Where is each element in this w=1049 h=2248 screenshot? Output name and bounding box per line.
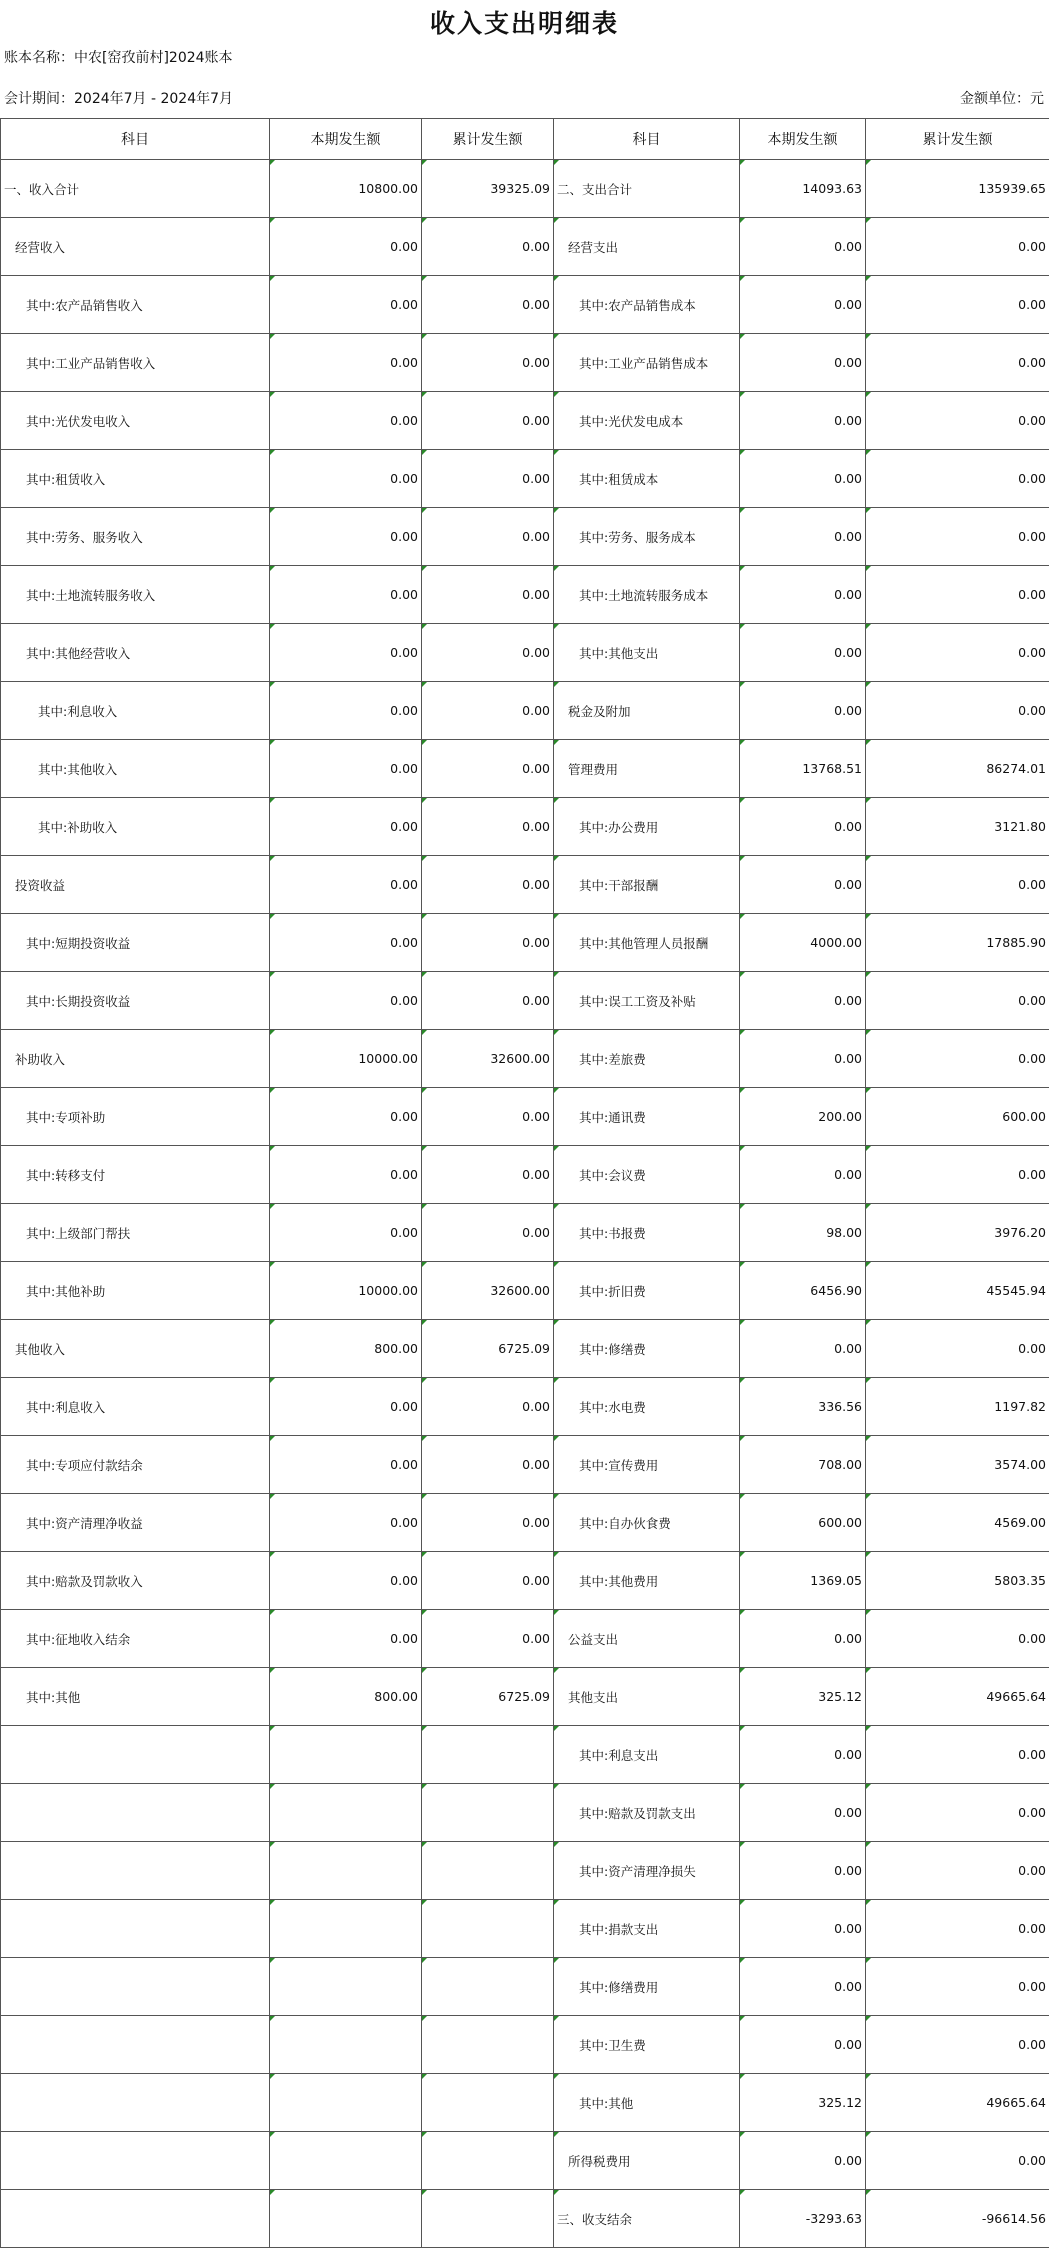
table-row <box>1 2016 1049 2074</box>
table-row <box>1 1900 1049 1958</box>
expense-current-cell: 14093.63 <box>740 160 866 218</box>
income-subject-cell: 其中:利息收入 <box>1 682 270 740</box>
income-current-cell: 0.00 <box>270 914 422 972</box>
income-current-cell: 0.00 <box>270 1552 422 1610</box>
income-current-cell: 800.00 <box>270 1668 422 1726</box>
income-subject-cell: 其中:补助收入 <box>1 798 270 856</box>
table-row <box>1 856 1049 914</box>
expense-subject-cell: 其中:差旅费 <box>554 1030 740 1088</box>
col-header-income-current: 本期发生额 <box>270 119 422 160</box>
income-subject-cell: 其中:转移支付 <box>1 1146 270 1204</box>
table-row <box>1 392 1049 450</box>
income-cumulative-cell: 0.00 <box>422 1378 554 1436</box>
expense-current-cell: 0.00 <box>740 1146 866 1204</box>
income-subject-cell: 投资收益 <box>1 856 270 914</box>
income-cumulative-cell: 0.00 <box>422 450 554 508</box>
currency-unit: 金额单位：元 <box>960 88 1044 108</box>
expense-cumulative-cell: 1197.82 <box>866 1378 1049 1436</box>
expense-subject-cell: 其中:修缮费用 <box>554 1958 740 2016</box>
income-current-cell: 0.00 <box>270 740 422 798</box>
expense-subject-cell: 三、收支结余 <box>554 2190 740 2248</box>
table-row <box>1 740 1049 798</box>
income-subject-cell <box>1 1784 270 1842</box>
table-row <box>1 1088 1049 1146</box>
expense-current-cell: 0.00 <box>740 2132 866 2190</box>
col-header-expense-cumulative: 累计发生额 <box>866 119 1049 160</box>
income-current-cell: 0.00 <box>270 392 422 450</box>
expense-cumulative-cell: 49665.64 <box>866 2074 1049 2132</box>
table-row <box>1 1146 1049 1204</box>
income-cumulative-cell <box>422 2190 554 2248</box>
income-current-cell <box>270 1900 422 1958</box>
income-cumulative-cell: 32600.00 <box>422 1262 554 1320</box>
income-cumulative-cell: 0.00 <box>422 914 554 972</box>
col-header-expense-current: 本期发生额 <box>740 119 866 160</box>
expense-cumulative-cell: 135939.65 <box>866 160 1049 218</box>
table-row <box>1 1320 1049 1378</box>
table-row <box>1 1378 1049 1436</box>
expense-cumulative-cell: 0.00 <box>866 2132 1049 2190</box>
expense-subject-cell: 二、支出合计 <box>554 160 740 218</box>
expense-subject-cell: 其中:办公费用 <box>554 798 740 856</box>
expense-current-cell: 336.56 <box>740 1378 866 1436</box>
table-row <box>1 1784 1049 1842</box>
table-row <box>1 450 1049 508</box>
income-subject-cell: 其中:长期投资收益 <box>1 972 270 1030</box>
expense-subject-cell: 其中:宣传费用 <box>554 1436 740 1494</box>
expense-subject-cell: 其他支出 <box>554 1668 740 1726</box>
income-current-cell <box>270 2016 422 2074</box>
expense-subject-cell: 其中:劳务、服务成本 <box>554 508 740 566</box>
expense-current-cell: 6456.90 <box>740 1262 866 1320</box>
income-cumulative-cell <box>422 1726 554 1784</box>
expense-current-cell: 0.00 <box>740 1958 866 2016</box>
income-cumulative-cell <box>422 1958 554 2016</box>
income-cumulative-cell: 0.00 <box>422 798 554 856</box>
expense-subject-cell: 其中:租赁成本 <box>554 450 740 508</box>
income-subject-cell: 其中:农产品销售收入 <box>1 276 270 334</box>
col-header-income-subject: 科目 <box>1 119 270 160</box>
expense-cumulative-cell: 0.00 <box>866 1726 1049 1784</box>
expense-cumulative-cell: 3976.20 <box>866 1204 1049 1262</box>
income-current-cell: 0.00 <box>270 218 422 276</box>
income-current-cell: 0.00 <box>270 1088 422 1146</box>
expense-current-cell: 0.00 <box>740 798 866 856</box>
expense-cumulative-cell: 0.00 <box>866 682 1049 740</box>
expense-cumulative-cell: -96614.56 <box>866 2190 1049 2248</box>
income-current-cell: 10000.00 <box>270 1030 422 1088</box>
expense-subject-cell: 其中:水电费 <box>554 1378 740 1436</box>
income-current-cell <box>270 2190 422 2248</box>
income-subject-cell: 其中:专项应付款结余 <box>1 1436 270 1494</box>
income-current-cell: 0.00 <box>270 1494 422 1552</box>
expense-subject-cell: 其中:其他管理人员报酬 <box>554 914 740 972</box>
table-row <box>1 624 1049 682</box>
income-current-cell <box>270 1784 422 1842</box>
income-subject-cell: 其中:专项补助 <box>1 1088 270 1146</box>
income-subject-cell: 其中:资产清理净收益 <box>1 1494 270 1552</box>
income-subject-cell: 其中:征地收入结余 <box>1 1610 270 1668</box>
income-subject-cell <box>1 2074 270 2132</box>
income-current-cell: 0.00 <box>270 856 422 914</box>
expense-subject-cell: 其中:土地流转服务成本 <box>554 566 740 624</box>
income-current-cell <box>270 1958 422 2016</box>
expense-cumulative-cell: 3121.80 <box>866 798 1049 856</box>
expense-cumulative-cell: 0.00 <box>866 1146 1049 1204</box>
expense-cumulative-cell: 0.00 <box>866 1610 1049 1668</box>
expense-current-cell: 200.00 <box>740 1088 866 1146</box>
table-row <box>1 914 1049 972</box>
income-cumulative-cell <box>422 1900 554 1958</box>
income-subject-cell <box>1 1900 270 1958</box>
expense-current-cell: 0.00 <box>740 1610 866 1668</box>
income-subject-cell <box>1 2132 270 2190</box>
expense-subject-cell: 其中:利息支出 <box>554 1726 740 1784</box>
expense-cumulative-cell: 0.00 <box>866 508 1049 566</box>
income-subject-cell: 其中:短期投资收益 <box>1 914 270 972</box>
expense-cumulative-cell: 4569.00 <box>866 1494 1049 1552</box>
col-header-income-cumulative: 累计发生额 <box>422 119 554 160</box>
expense-subject-cell: 其中:工业产品销售成本 <box>554 334 740 392</box>
income-cumulative-cell: 0.00 <box>422 392 554 450</box>
income-cumulative-cell: 0.00 <box>422 276 554 334</box>
income-current-cell: 0.00 <box>270 682 422 740</box>
income-current-cell <box>270 2132 422 2190</box>
income-subject-cell <box>1 2016 270 2074</box>
expense-subject-cell: 其中:通讯费 <box>554 1088 740 1146</box>
expense-cumulative-cell: 0.00 <box>866 450 1049 508</box>
expense-current-cell: 0.00 <box>740 972 866 1030</box>
expense-subject-cell: 其中:其他 <box>554 2074 740 2132</box>
expense-current-cell: 4000.00 <box>740 914 866 972</box>
table-row <box>1 1552 1049 1610</box>
table-row <box>1 1726 1049 1784</box>
income-subject-cell: 其中:租赁收入 <box>1 450 270 508</box>
expense-current-cell: 0.00 <box>740 218 866 276</box>
income-subject-cell <box>1 1958 270 2016</box>
income-cumulative-cell <box>422 2016 554 2074</box>
income-current-cell: 10000.00 <box>270 1262 422 1320</box>
expense-subject-cell: 其中:自办伙食费 <box>554 1494 740 1552</box>
expense-subject-cell: 其中:卫生费 <box>554 2016 740 2074</box>
income-current-cell: 0.00 <box>270 508 422 566</box>
income-subject-cell: 补助收入 <box>1 1030 270 1088</box>
income-current-cell: 0.00 <box>270 1146 422 1204</box>
income-subject-cell: 其中:工业产品销售收入 <box>1 334 270 392</box>
table-header-row <box>1 119 1049 160</box>
table-row <box>1 1262 1049 1320</box>
income-cumulative-cell: 6725.09 <box>422 1668 554 1726</box>
expense-cumulative-cell: 0.00 <box>866 392 1049 450</box>
income-cumulative-cell: 0.00 <box>422 740 554 798</box>
expense-current-cell: 13768.51 <box>740 740 866 798</box>
expense-current-cell: 0.00 <box>740 450 866 508</box>
table-row <box>1 798 1049 856</box>
income-cumulative-cell: 0.00 <box>422 1204 554 1262</box>
income-cumulative-cell <box>422 2074 554 2132</box>
expense-current-cell: 0.00 <box>740 624 866 682</box>
expense-cumulative-cell: 45545.94 <box>866 1262 1049 1320</box>
income-subject-cell: 其中:其他收入 <box>1 740 270 798</box>
expense-current-cell: 0.00 <box>740 682 866 740</box>
expense-current-cell: 0.00 <box>740 2016 866 2074</box>
income-cumulative-cell <box>422 2132 554 2190</box>
expense-cumulative-cell: 600.00 <box>866 1088 1049 1146</box>
income-current-cell: 0.00 <box>270 566 422 624</box>
expense-cumulative-cell: 0.00 <box>866 1030 1049 1088</box>
table-row <box>1 276 1049 334</box>
income-subject-cell: 其中:利息收入 <box>1 1378 270 1436</box>
expense-current-cell: 0.00 <box>740 1784 866 1842</box>
expense-cumulative-cell: 0.00 <box>866 1900 1049 1958</box>
table-row <box>1 508 1049 566</box>
expense-subject-cell: 其中:赔款及罚款支出 <box>554 1784 740 1842</box>
income-cumulative-cell: 0.00 <box>422 218 554 276</box>
income-current-cell: 0.00 <box>270 276 422 334</box>
expense-cumulative-cell: 0.00 <box>866 1842 1049 1900</box>
table-row <box>1 682 1049 740</box>
expense-subject-cell: 其中:折旧费 <box>554 1262 740 1320</box>
expense-current-cell: 0.00 <box>740 566 866 624</box>
income-cumulative-cell: 39325.09 <box>422 160 554 218</box>
income-current-cell: 0.00 <box>270 334 422 392</box>
income-subject-cell: 其中:其他 <box>1 1668 270 1726</box>
expense-subject-cell: 其中:会议费 <box>554 1146 740 1204</box>
table-row <box>1 1030 1049 1088</box>
income-subject-cell: 其中:土地流转服务收入 <box>1 566 270 624</box>
income-current-cell: 0.00 <box>270 1436 422 1494</box>
income-cumulative-cell: 0.00 <box>422 624 554 682</box>
income-current-cell <box>270 2074 422 2132</box>
table-row <box>1 160 1049 218</box>
income-cumulative-cell: 0.00 <box>422 508 554 566</box>
expense-subject-cell: 其中:资产清理净损失 <box>554 1842 740 1900</box>
table-row <box>1 1494 1049 1552</box>
income-current-cell <box>270 1726 422 1784</box>
table-row <box>1 1668 1049 1726</box>
table-row <box>1 566 1049 624</box>
income-cumulative-cell: 0.00 <box>422 1088 554 1146</box>
expense-cumulative-cell: 0.00 <box>866 624 1049 682</box>
expense-cumulative-cell: 0.00 <box>866 972 1049 1030</box>
table-row <box>1 1610 1049 1668</box>
expense-cumulative-cell: 3574.00 <box>866 1436 1049 1494</box>
income-cumulative-cell: 0.00 <box>422 972 554 1030</box>
expense-current-cell: 0.00 <box>740 276 866 334</box>
income-cumulative-cell: 0.00 <box>422 334 554 392</box>
income-subject-cell <box>1 1842 270 1900</box>
expense-subject-cell: 其中:捐款支出 <box>554 1900 740 1958</box>
expense-cumulative-cell: 0.00 <box>866 1958 1049 2016</box>
account-name: 账本名称：中农[窑孜前村]2024账本 <box>4 47 233 67</box>
expense-current-cell: 1369.05 <box>740 1552 866 1610</box>
expense-subject-cell: 管理费用 <box>554 740 740 798</box>
expense-subject-cell: 其中:误工工资及补贴 <box>554 972 740 1030</box>
table-row <box>1 2074 1049 2132</box>
expense-subject-cell: 其中:其他支出 <box>554 624 740 682</box>
expense-current-cell: 0.00 <box>740 1900 866 1958</box>
expense-cumulative-cell: 0.00 <box>866 1784 1049 1842</box>
expense-cumulative-cell: 0.00 <box>866 276 1049 334</box>
report-title: 收入支出明细表 <box>0 4 1049 40</box>
expense-subject-cell: 经营支出 <box>554 218 740 276</box>
income-subject-cell: 其中:其他补助 <box>1 1262 270 1320</box>
expense-subject-cell: 税金及附加 <box>554 682 740 740</box>
income-cumulative-cell: 0.00 <box>422 1610 554 1668</box>
expense-cumulative-cell: 0.00 <box>866 566 1049 624</box>
income-subject-cell: 一、收入合计 <box>1 160 270 218</box>
income-cumulative-cell: 0.00 <box>422 1494 554 1552</box>
expense-subject-cell: 其中:干部报酬 <box>554 856 740 914</box>
income-cumulative-cell: 0.00 <box>422 1146 554 1204</box>
table-row <box>1 972 1049 1030</box>
income-subject-cell <box>1 2190 270 2248</box>
expense-current-cell: 0.00 <box>740 334 866 392</box>
income-subject-cell: 其中:赔款及罚款收入 <box>1 1552 270 1610</box>
expense-subject-cell: 其中:光伏发电成本 <box>554 392 740 450</box>
expense-cumulative-cell: 49665.64 <box>866 1668 1049 1726</box>
expense-cumulative-cell: 0.00 <box>866 334 1049 392</box>
expense-current-cell: 0.00 <box>740 392 866 450</box>
income-current-cell: 0.00 <box>270 1610 422 1668</box>
income-current-cell: 10800.00 <box>270 160 422 218</box>
expense-current-cell: 0.00 <box>740 1726 866 1784</box>
expense-subject-cell: 其中:书报费 <box>554 1204 740 1262</box>
expense-current-cell: 708.00 <box>740 1436 866 1494</box>
income-subject-cell: 经营收入 <box>1 218 270 276</box>
income-cumulative-cell: 0.00 <box>422 1436 554 1494</box>
expense-cumulative-cell: 17885.90 <box>866 914 1049 972</box>
expense-current-cell: 98.00 <box>740 1204 866 1262</box>
expense-current-cell: 600.00 <box>740 1494 866 1552</box>
table-row <box>1 1436 1049 1494</box>
income-cumulative-cell: 0.00 <box>422 566 554 624</box>
income-subject-cell: 其中:上级部门帮扶 <box>1 1204 270 1262</box>
income-subject-cell: 其中:劳务、服务收入 <box>1 508 270 566</box>
income-cumulative-cell: 0.00 <box>422 1552 554 1610</box>
income-cumulative-cell: 0.00 <box>422 682 554 740</box>
expense-cumulative-cell: 0.00 <box>866 218 1049 276</box>
expense-subject-cell: 公益支出 <box>554 1610 740 1668</box>
table-row <box>1 2190 1049 2248</box>
expense-current-cell: 325.12 <box>740 1668 866 1726</box>
expense-cumulative-cell: 0.00 <box>866 1320 1049 1378</box>
income-cumulative-cell: 32600.00 <box>422 1030 554 1088</box>
income-cumulative-cell: 6725.09 <box>422 1320 554 1378</box>
income-current-cell: 800.00 <box>270 1320 422 1378</box>
expense-current-cell: 0.00 <box>740 1842 866 1900</box>
income-current-cell: 0.00 <box>270 450 422 508</box>
table-row <box>1 1958 1049 2016</box>
expense-cumulative-cell: 0.00 <box>866 2016 1049 2074</box>
table-row <box>1 2132 1049 2190</box>
expense-cumulative-cell: 86274.01 <box>866 740 1049 798</box>
income-current-cell: 0.00 <box>270 798 422 856</box>
income-cumulative-cell: 0.00 <box>422 856 554 914</box>
table-row <box>1 218 1049 276</box>
table-row <box>1 1204 1049 1262</box>
expense-current-cell: 0.00 <box>740 1030 866 1088</box>
expense-subject-cell: 其中:其他费用 <box>554 1552 740 1610</box>
income-subject-cell: 其中:其他经营收入 <box>1 624 270 682</box>
expense-current-cell: 325.12 <box>740 2074 866 2132</box>
income-cumulative-cell <box>422 1842 554 1900</box>
income-current-cell: 0.00 <box>270 972 422 1030</box>
expense-cumulative-cell: 0.00 <box>866 856 1049 914</box>
expense-cumulative-cell: 5803.35 <box>866 1552 1049 1610</box>
table-row <box>1 334 1049 392</box>
accounting-period: 会计期间：2024年7月 - 2024年7月 <box>4 88 233 108</box>
expense-current-cell: -3293.63 <box>740 2190 866 2248</box>
expense-subject-cell: 其中:修缮费 <box>554 1320 740 1378</box>
expense-subject-cell: 所得税费用 <box>554 2132 740 2190</box>
col-header-expense-subject: 科目 <box>554 119 740 160</box>
expense-current-cell: 0.00 <box>740 1320 866 1378</box>
income-current-cell: 0.00 <box>270 624 422 682</box>
income-current-cell: 0.00 <box>270 1204 422 1262</box>
income-current-cell: 0.00 <box>270 1378 422 1436</box>
income-subject-cell <box>1 1726 270 1784</box>
income-subject-cell: 其他收入 <box>1 1320 270 1378</box>
expense-current-cell: 0.00 <box>740 856 866 914</box>
income-expense-table <box>0 118 1049 2248</box>
table-body <box>1 160 1049 2248</box>
income-subject-cell: 其中:光伏发电收入 <box>1 392 270 450</box>
table-row <box>1 1842 1049 1900</box>
income-current-cell <box>270 1842 422 1900</box>
expense-current-cell: 0.00 <box>740 508 866 566</box>
expense-subject-cell: 其中:农产品销售成本 <box>554 276 740 334</box>
income-cumulative-cell <box>422 1784 554 1842</box>
